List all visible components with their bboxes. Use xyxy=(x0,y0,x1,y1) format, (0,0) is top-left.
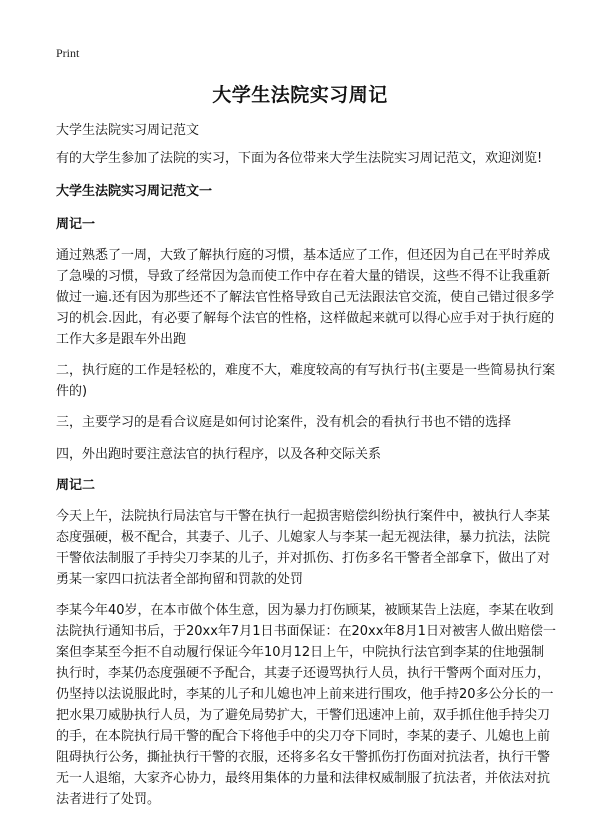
intro-paragraph: 有的大学生参加了法院的实习，下面为各位带来大学生法院实习周记范文，欢迎浏览! xyxy=(56,151,543,166)
week1-paragraph: 通过熟悉了一周，大致了解执行庭的习惯，基本适应了工作，但还因为自己在平时养成了急噪的习惯，导致了经常因为急而使工作中存在着大量的错误，这些不得不让我重新做过一遍.还有因为那些还不了解法官性格导致自己无法跟法官交流，使自己错过很多学习的机会.因此，有必要了解每个法官的性格，这样做起来就可以得心应手对于执行庭的工作大多是跟车外出跑 xyxy=(56,248,555,347)
week1-heading: 周记一 xyxy=(56,217,96,232)
week1-paragraph: 三，主要学习的是看合议庭是如何讨论案件，没有机会的看执行书也不错的选择 xyxy=(56,415,512,430)
document-body xyxy=(56,120,556,820)
print-link[interactable]: Print xyxy=(56,46,80,60)
week2-paragraph: 李某今年40岁，在本市做个体生意，因为暴力打伤顾某，被顾某告上法庭，李某在收到法院执行通知书后，于20xx年7月1日书面保证：在20xx年8月1日对被害人做出赔偿一案但李某至今拒不自动履行保证今年10月12日上午，中院执行法官到李某的住地强制执行时，李某仍态度强硬不予配合，其妻子还谩骂执行人员，执行干警两个面对压力，仍坚持以法说服此时，李某的儿子和儿媳也冲上前来进行围攻，他手持20多公分长的一把水果刀威胁执行人员，为了避免局势扩大，干警们迅速冲上前，双手抓住他手持尖刀的手，在本院执行局干警的配合下将他手中的尖刀夺下同时，李某的妻子、儿媳也上前阻碍执行公务，撕扯执行干警的衣服，还将多名女干警抓伤打伤面对抗法者，执行干警无一人退缩，大家齐心协力，最终用集体的力量和法律权威制服了抗法者，并依法对抗法者进行了处罚。 xyxy=(56,603,556,807)
week2-heading: 周记二 xyxy=(56,478,96,493)
week2-paragraph: 今天上午，法院执行局法官与干警在执行一起损害赔偿纠纷执行案件中，被执行人李某态度强硬，极不配合，其妻子、儿子、儿媳家人与李某一起无视法律，暴力抗法，法院干警依法制服了手持尖刀李某的儿子，并对抓伤、打伤多名干警者全部拿下，做出了对勇某一家四口抗法者全部拘留和罚款的处罚 xyxy=(56,509,551,587)
week1-paragraph: 四，外出跑时要注意法官的执行程序，以及各种交际关系 xyxy=(56,447,382,462)
page-title: 大学生法院实习周记 xyxy=(212,84,388,106)
week1-paragraph: 二，执行庭的工作是轻松的，难度不大，难度较高的有写执行书(主要是一些简易执行案件的) xyxy=(56,363,556,399)
document-subtitle: 大学生法院实习周记范文 xyxy=(56,123,200,138)
section-heading: 大学生法院实习周记范文一 xyxy=(56,184,213,199)
